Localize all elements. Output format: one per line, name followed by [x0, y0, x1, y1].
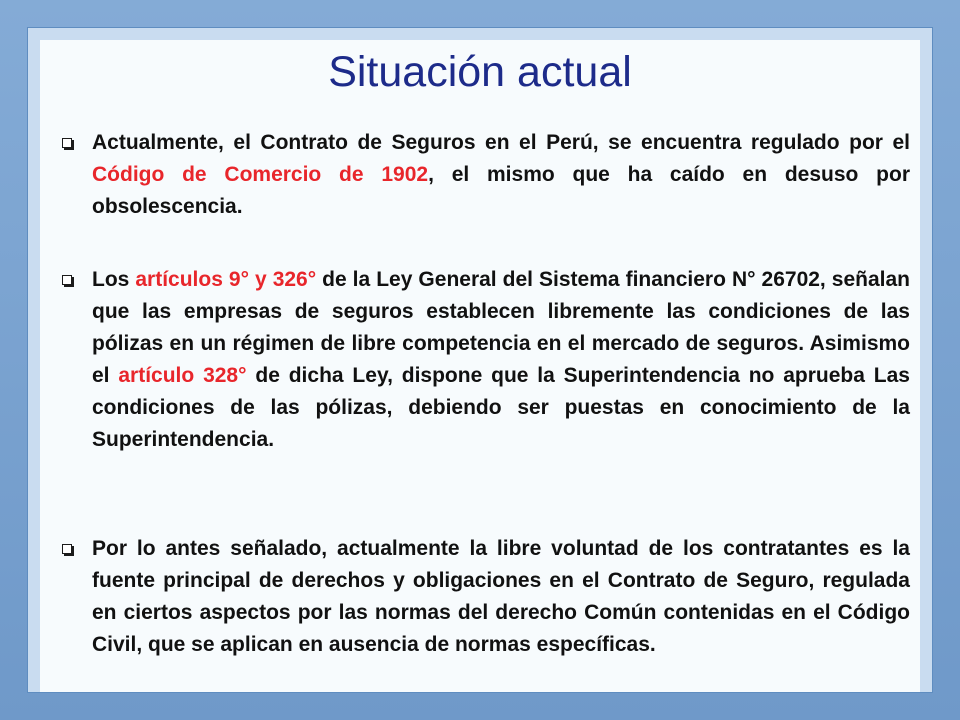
bullet-item-2 [62, 264, 910, 456]
bullet-2-part-5: de dicha Ley, dispone que la Superintendencia no aprueba Las condiciones de las pólizas, debiendo ser puestas en conocimiento de la Superintendencia. [92, 364, 910, 451]
hollow-square-bullet-icon [62, 138, 72, 148]
bullet-2-highlight-articulos: artículos 9° y 326° [135, 268, 317, 291]
bullet-text-3 [92, 533, 910, 661]
hollow-square-bullet-icon [62, 544, 72, 554]
bullet-text-2 [92, 264, 910, 456]
bullet-1-part-1: Actualmente, el Contrato de Seguros en el Perú, se encuentra regulado por el [92, 131, 910, 154]
bullet-3-part-1: Por lo antes señalado, actualmente la libre voluntad de los contratantes es la fuente principal de derechos y obligaciones en el Contrato de Seguro, regulada en ciertos aspectos por las normas del derecho Común contenidas en el Código Civil, que se aplican en ausencia de normas específicas. [92, 537, 910, 656]
bullet-item-1 [62, 127, 910, 223]
bullet-text-1 [92, 127, 910, 223]
bullet-1-highlight-codigo-comercio: Código de Comercio de 1902 [92, 163, 429, 186]
hollow-square-bullet-icon [62, 275, 72, 285]
bullet-2-part-3: de la Ley General del Sistema financiero N° 26702, señalan que las empresas de seguros establecen libremente las condiciones de las pólizas en un régimen de libre competencia en el mercado de seguros. Asimismo el [92, 268, 910, 387]
bullet-2-part-1: Los [92, 268, 136, 291]
bullet-1-part-3: , el mismo que ha caído en desuso por obsolescencia. [92, 163, 910, 218]
bullet-item-3 [62, 533, 910, 661]
bullet-2-highlight-articulo-328: artículo 328° [118, 364, 247, 387]
slide-title: Situación actual [328, 48, 632, 96]
